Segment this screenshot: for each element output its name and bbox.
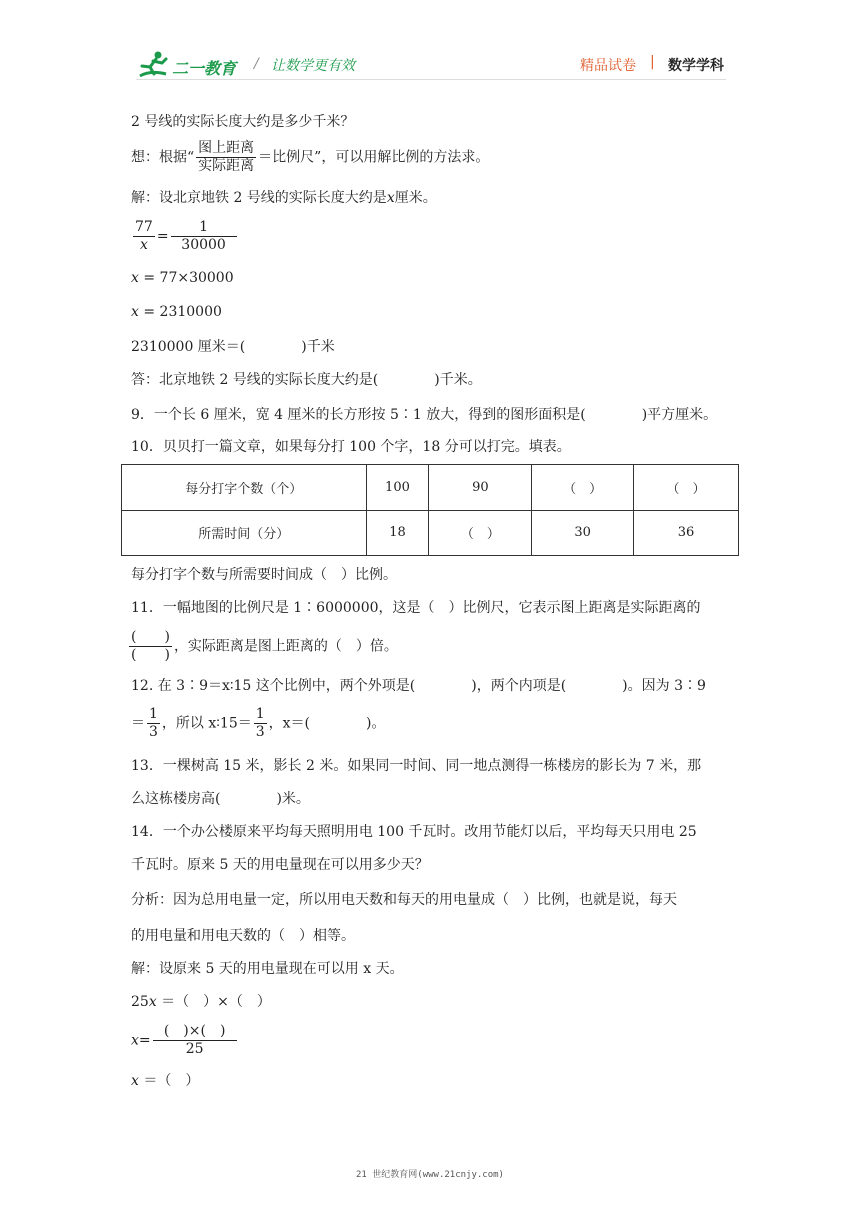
q14-equation-1 bbox=[131, 993, 271, 1011]
q14-line-2: 千瓦时。原来 5 天的用电量现在可以用多少天？ bbox=[131, 857, 429, 873]
q14-eq1-var: x bbox=[148, 994, 157, 1010]
header-divider: / bbox=[254, 56, 259, 72]
q14-analysis-1: 分析：因为总用电量一定，所以用电天数和每天的用电量成（ ）比例，也就是说，每天 bbox=[131, 892, 677, 908]
q14-eq2-fraction bbox=[153, 1023, 237, 1058]
slogan: 让数学更有效 bbox=[271, 58, 355, 74]
q8-solve-var: x bbox=[386, 190, 395, 206]
q8-think bbox=[131, 140, 489, 175]
q11-blank-fraction[interactable] bbox=[129, 629, 172, 664]
runner-logo-icon bbox=[136, 50, 172, 80]
q14-eq2-equals: = bbox=[138, 1032, 151, 1049]
q8-solve bbox=[131, 189, 437, 207]
q14-eq2-num: ( )×( ) bbox=[153, 1023, 237, 1041]
table-cell[interactable]: （ ） bbox=[532, 465, 634, 511]
q8-solve-end: 厘米。 bbox=[394, 190, 437, 206]
table-cell[interactable]: （ ） bbox=[634, 465, 739, 511]
q14-eq1-rest: ＝（ ）×（ ） bbox=[156, 994, 271, 1010]
header-separator: | bbox=[650, 54, 655, 70]
q8-eq1-left-den: x bbox=[139, 237, 148, 253]
q14-eq2-var: x bbox=[131, 1032, 139, 1049]
table-cell: 90 bbox=[429, 465, 532, 511]
q8-eq1-equals: = bbox=[156, 228, 169, 245]
q8-eq2-rest: = 77×30000 bbox=[138, 270, 234, 286]
q12-l2-b: ，所以 x∶15＝ bbox=[161, 715, 252, 732]
q8-eq2-var: x bbox=[131, 270, 139, 286]
q14-eq2-den: 25 bbox=[185, 1041, 204, 1057]
q11-frac-num: ( ) bbox=[131, 629, 170, 645]
q11-line-2 bbox=[129, 629, 398, 664]
q13-line-1: 13．一棵树高 15 米，影长 2 米。如果同一时间、同一地点测得一栋楼房的影长为 7 米，那 bbox=[131, 758, 702, 774]
q8-equation-3 bbox=[131, 303, 222, 321]
q12-l2-c: ，x＝( )。 bbox=[268, 715, 386, 732]
q14-equation-2 bbox=[131, 1023, 239, 1058]
q8-eq1-right-frac bbox=[171, 219, 237, 254]
table-cell[interactable]: （ ） bbox=[429, 510, 532, 556]
q8-think-suffix: ＝比例尺”，可以用解比例的方法求。 bbox=[258, 149, 490, 166]
q8-equation-2 bbox=[131, 269, 234, 287]
q8-think-prefix: 想：根据“ bbox=[131, 149, 195, 166]
table-cell: 18 bbox=[366, 510, 429, 556]
q14-eq3-var: x bbox=[131, 1073, 139, 1089]
q12-frac-2 bbox=[254, 706, 267, 741]
q8-eq1-right-num: 1 bbox=[171, 219, 237, 237]
q9-text: 9．一个长 6 厘米，宽 4 厘米的长方形按 5∶1 放大，得到的图形面积是( )平方厘米。 bbox=[131, 407, 718, 423]
table-row bbox=[122, 510, 739, 556]
q8-eq3-var: x bbox=[131, 304, 139, 320]
logo-text: 二一教育 bbox=[172, 59, 237, 78]
q8-question-tail: 2 号线的实际长度大约是多少千米？ bbox=[131, 114, 355, 130]
header-rule bbox=[136, 79, 726, 80]
q8-solve-text: 解：设北京地铁 2 号线的实际长度大约是 bbox=[131, 190, 387, 206]
q8-equation-1 bbox=[131, 219, 239, 254]
q10-text: 10．贝贝打一篇文章，如果每分打 100 个字，18 分可以打完。填表。 bbox=[131, 439, 571, 455]
q10-after: 每分打字个数与所需要时间成（ ）比例。 bbox=[131, 567, 397, 583]
table-cell: 每分打字个数（个） bbox=[122, 465, 367, 511]
table-row bbox=[122, 465, 739, 511]
q8-answer: 答：北京地铁 2 号线的实际长度大约是( )千米。 bbox=[131, 372, 482, 388]
q12-frac1-den: 3 bbox=[149, 724, 158, 740]
q12-frac-1 bbox=[147, 706, 160, 741]
q8-eq3-rest: = 2310000 bbox=[138, 304, 222, 320]
q8-eq1-left-frac bbox=[133, 219, 155, 254]
subject-label: 数学学科 bbox=[668, 58, 724, 74]
q8-eq1-right-den: 30000 bbox=[181, 237, 226, 253]
q14-eq3-rest: ＝（ ） bbox=[138, 1073, 200, 1089]
table-cell: 30 bbox=[532, 510, 634, 556]
q8-eq1-left-num: 77 bbox=[135, 219, 153, 235]
q11-line-2-rest: ，实际距离是图上距离的（ ）倍。 bbox=[173, 638, 398, 655]
q12-l2-a: ＝ bbox=[131, 715, 145, 732]
q12-line-1: 12. 在 3∶9＝x∶15 这个比例中，两个外项是( )，两个内项是( )。因为 3∶9 bbox=[131, 678, 706, 694]
q8-frac-num: 图上距离 bbox=[198, 140, 255, 156]
q12-frac1-num: 1 bbox=[149, 706, 158, 722]
q14-equation-3 bbox=[131, 1072, 199, 1090]
q8-conversion: 2310000 厘米＝( )千米 bbox=[131, 339, 335, 355]
q11-line-1: 11．一幅地图的比例尺是 1∶6000000，这是（ ）比例尺，它表示图上距离是实际距离的 bbox=[131, 600, 701, 616]
q12-frac2-den: 3 bbox=[255, 724, 265, 740]
q13-line-2: 么这栋楼房高( )米。 bbox=[131, 791, 310, 807]
page-footer: 21 世纪教育网(www.21cnjy.com) bbox=[356, 1170, 504, 1180]
q10-table bbox=[121, 464, 739, 556]
q14-eq1-coef: 25 bbox=[131, 994, 149, 1010]
table-cell: 所需时间（分） bbox=[122, 510, 367, 556]
q8-frac-den: 实际距离 bbox=[198, 158, 255, 174]
q8-scale-fraction bbox=[196, 140, 256, 175]
q12-frac2-num: 1 bbox=[255, 706, 265, 722]
quality-badge: 精品试卷 bbox=[580, 58, 636, 74]
table-cell: 100 bbox=[366, 465, 429, 511]
table-cell: 36 bbox=[634, 510, 739, 556]
q14-solve: 解：设原来 5 天的用电量现在可以用 x 天。 bbox=[131, 961, 404, 977]
q14-analysis-2: 的用电量和用电天数的（ ）相等。 bbox=[131, 928, 355, 944]
q14-line-1: 14．一个办公楼原来平均每天照明用电 100 千瓦时。改用节能灯以后，平均每天只用电 25 bbox=[131, 824, 697, 840]
q11-frac-den: ( ) bbox=[131, 647, 170, 663]
q12-line-2 bbox=[131, 706, 385, 741]
header bbox=[0, 40, 860, 90]
